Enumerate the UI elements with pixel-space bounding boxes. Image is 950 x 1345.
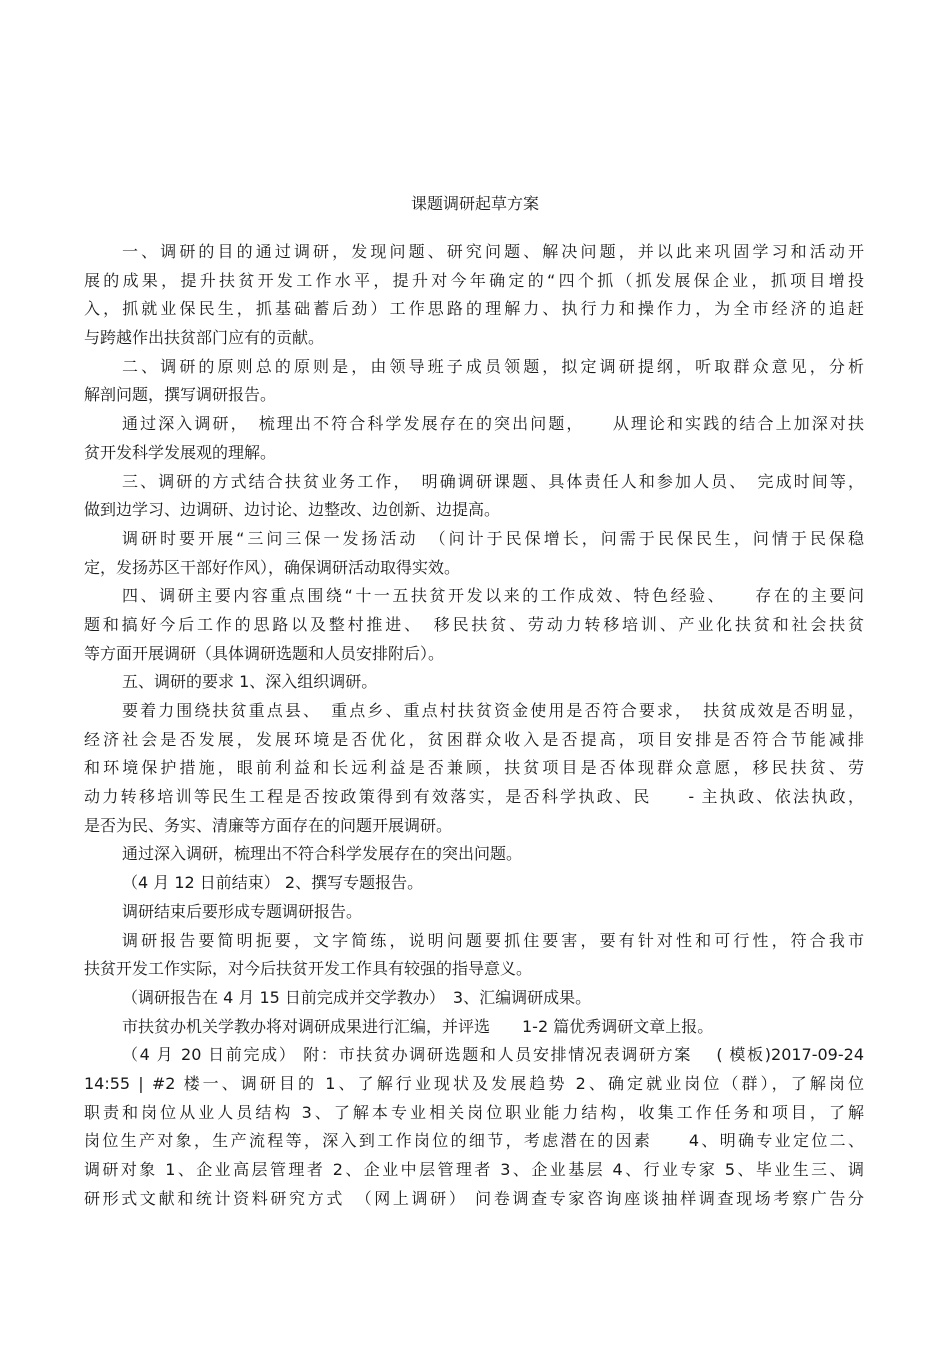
text-line: 等方面开展调研（具体调研选题和人员安排附后）。 xyxy=(84,643,445,663)
text-line: 通过深入调研， 梳理出不符合科学发展存在的突出问题， 从理论和实践的结合上加深对扶 xyxy=(122,414,864,434)
text-line: 调研对象 1、企业高层管理者 2、企业中层管理者 3、企业基层 4、行业专家 5、毕业生三、调 xyxy=(84,1160,864,1179)
text-line: 五、调研的要求 1、深入组织调研。 xyxy=(122,672,378,692)
text-line: 要着力围绕扶贫重点县、 重点乡、重点村扶贫资金使用是否符合要求， 扶贫成效是否明显， xyxy=(122,701,864,720)
text-line: 岗位生产对象，生产流程等，深入到工作岗位的细节，考虑潜在的因素 4、明确专业定位二、 xyxy=(84,1131,864,1151)
text-line: 研形式文献和统计资料研究方式 （网上调研） 问卷调查专家咨询座谈抽样调查现场考察广告分 xyxy=(84,1188,864,1208)
text-line: 调研报告要简明扼要，文字简练，说明问题要抓住要害，要有针对性和可行性，符合我市 xyxy=(122,930,864,950)
text-line: 展的成果，提升扶贫开发工作水平，提升对今年确定的“四个抓（抓发展保企业，抓项目增投 xyxy=(84,270,864,290)
text-line: 14:55 | #2 楼一、调研目的 1、了解行业现状及发展趋势 2、确定就业岗位（群），了解岗位 xyxy=(84,1073,864,1093)
text-line: 四、调研主要内容重点围绕“十一五扶贫开发以来的工作成效、特色经验、 存在的主要问 xyxy=(122,586,864,606)
text-line: 调研时要开展“三问三保一发扬活动 （问计于民保增长，问需于民保民生，问情于民保稳 xyxy=(122,528,864,548)
text-line: 二、调研的原则总的原则是，由领导班子成员领题，拟定调研提纲，听取群众意见，分析 xyxy=(122,356,864,376)
text-line: 通过深入调研，梳理出不符合科学发展存在的突出问题。 xyxy=(122,844,523,864)
text-line: 是否为民、务实、清廉等方面存在的问题开展调研。 xyxy=(84,815,453,835)
text-line: 题和搞好今后工作的思路以及整村推进、 移民扶贫、劳动力转移培训、产业化扶贫和社会扶贫 xyxy=(84,614,864,634)
text-line: 职责和岗位从业人员结构 3、了解本专业相关岗位职业能力结构，收集工作任务和项目，了解 xyxy=(84,1102,864,1122)
text-line: 三、调研的方式结合扶贫业务工作， 明确调研课题、具体责任人和参加人员、 完成时间等， xyxy=(122,471,864,491)
text-line: （4 月 12 日前结束） 2、撰写专题报告。 xyxy=(122,873,424,893)
text-line: 一、调研的目的通过调研，发现问题、研究问题、解决问题，并以此来巩固学习和活动开 xyxy=(122,242,864,261)
document-title: 课题调研起草方案 xyxy=(410,194,539,213)
text-line: 调研结束后要形成专题调研报告。 xyxy=(122,901,363,921)
text-line: （4 月 20 日前完成） 附：市扶贫办调研选题和人员安排情况表调研方案 ( 模板)2017-09-24 xyxy=(122,1045,864,1065)
text-line: 定，发扬苏区干部好作风），确保调研活动取得实效。 xyxy=(84,557,461,577)
document-body xyxy=(84,238,864,1213)
text-line: 做到边学习、边调研、边讨论、边整改、边创新、边提高。 xyxy=(84,500,501,520)
text-line: 和环境保护措施，眼前利益和长远利益是否兼顾，扶贫项目是否体现群众意愿，移民扶贫、劳 xyxy=(84,758,864,778)
text-line: 动力转移培训等民生工程是否按政策得到有效落实，是否科学执政、民 - 主执政、依法执政， xyxy=(84,787,864,807)
text-line: 与跨越作出扶贫部门应有的贡献。 xyxy=(84,328,325,348)
text-line: 扶贫开发工作实际，对今后扶贫开发工作具有较强的指导意义。 xyxy=(84,959,533,979)
text-line: 市扶贫办机关学教办将对调研成果进行汇编，并评选 1-2 篇优秀调研文章上报。 xyxy=(122,1016,714,1036)
text-line: 贫开发科学发展观的理解。 xyxy=(84,442,277,462)
text-line: （调研报告在 4 月 15 日前完成并交学教办） 3、汇编调研成果。 xyxy=(122,987,592,1007)
text-line: 解剖问题，撰写调研报告。 xyxy=(84,385,277,405)
text-line: 经济社会是否发展，发展环境是否优化，贫困群众收入是否提高，项目安排是否符合节能减排 xyxy=(84,729,864,749)
text-line: 入，抓就业保民生，抓基础蓄后劲）工作思路的理解力、执行力和操作力，为全市经济的追赶 xyxy=(84,299,864,319)
